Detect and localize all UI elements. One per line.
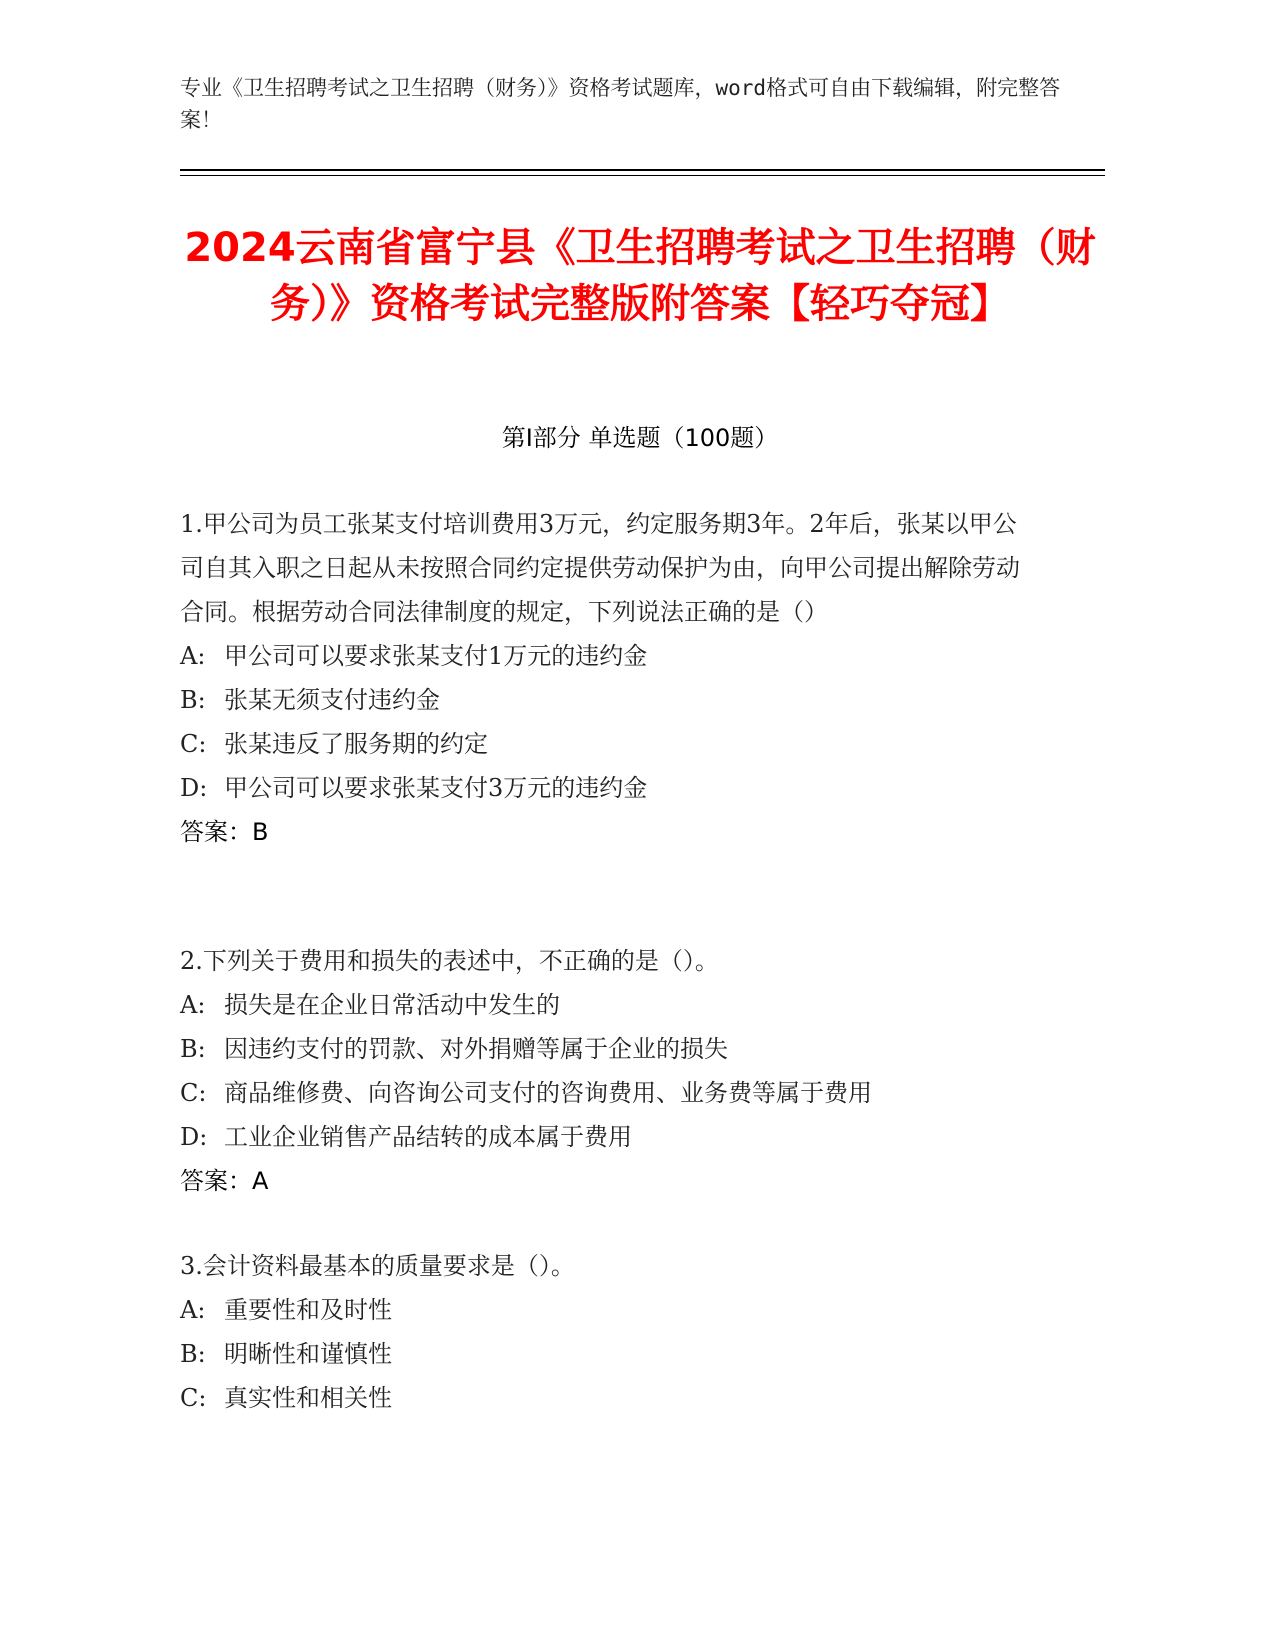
option-a — [180, 634, 1040, 678]
answer-value: A — [252, 1167, 269, 1195]
option-b — [180, 678, 1040, 722]
option-c — [180, 1071, 1040, 1115]
option-d — [180, 766, 1040, 810]
option-text: 张某无须支付违约金 — [224, 686, 440, 714]
option-b — [180, 1332, 1040, 1376]
option-key: A: — [180, 1296, 206, 1324]
option-key: D: — [180, 774, 208, 802]
option-text: 重要性和及时性 — [224, 1296, 392, 1324]
option-text: 甲公司可以要求张某支付3万元的违约金 — [224, 774, 648, 802]
option-key: C: — [180, 730, 207, 758]
option-key: B: — [180, 1340, 206, 1368]
option-key: B: — [180, 686, 206, 714]
option-text: 明晰性和谨慎性 — [224, 1340, 392, 1368]
option-key: B: — [180, 1035, 206, 1063]
document-title: 2024云南省富宁县《卫生招聘考试之卫生招聘（财务）》资格考试完整版附答案【轻巧夺冠】 — [184, 225, 1096, 327]
option-text: 甲公司可以要求张某支付1万元的违约金 — [224, 642, 648, 670]
option-b — [180, 1027, 1040, 1071]
option-key: D: — [180, 1123, 208, 1151]
option-text: 张某违反了服务期的约定 — [224, 730, 488, 758]
answer-label: 答案： — [180, 1167, 252, 1195]
question-2 — [180, 939, 1040, 1203]
section-heading: 第Ⅰ部分 单选题（100题） — [501, 424, 779, 452]
header-divider-thick — [180, 169, 1105, 171]
question-3 — [180, 1244, 1040, 1420]
question-1 — [180, 502, 1040, 854]
answer-line — [180, 1159, 1040, 1203]
option-key: C: — [180, 1384, 207, 1412]
option-a — [180, 1288, 1040, 1332]
option-text: 因违约支付的罚款、对外捐赠等属于企业的损失 — [224, 1035, 728, 1063]
option-c — [180, 722, 1040, 766]
option-key: A: — [180, 991, 206, 1019]
option-a — [180, 983, 1040, 1027]
option-text: 损失是在企业日常活动中发生的 — [224, 991, 560, 1019]
question-stem: 2.下列关于费用和损失的表述中，不正确的是（）。 — [180, 947, 719, 975]
option-key: C: — [180, 1079, 207, 1107]
question-stem: 1.甲公司为员工张某支付培训费用3万元，约定服务期3年。2年后，张某以甲公司自其入职之日起从未按照合同约定提供劳动保护为由，向甲公司提出解除劳动合同。根据劳动合同法律制度的规定，下列说法正确的是（） — [180, 510, 1020, 626]
question-stem: 3.会计资料最基本的质量要求是（）。 — [180, 1252, 575, 1280]
option-d — [180, 1115, 1040, 1159]
header-divider-thin — [180, 175, 1105, 176]
answer-value: B — [252, 818, 269, 846]
answer-line — [180, 810, 1040, 854]
header-note: 专业《卫生招聘考试之卫生招聘（财务）》资格考试题库，word格式可自由下载编辑，附完整答案！ — [180, 76, 1061, 132]
option-key: A: — [180, 642, 206, 670]
option-text: 工业企业销售产品结转的成本属于费用 — [224, 1123, 632, 1151]
option-text: 真实性和相关性 — [224, 1384, 392, 1412]
answer-label: 答案： — [180, 818, 252, 846]
option-text: 商品维修费、向咨询公司支付的咨询费用、业务费等属于费用 — [224, 1079, 872, 1107]
option-c — [180, 1376, 1040, 1420]
